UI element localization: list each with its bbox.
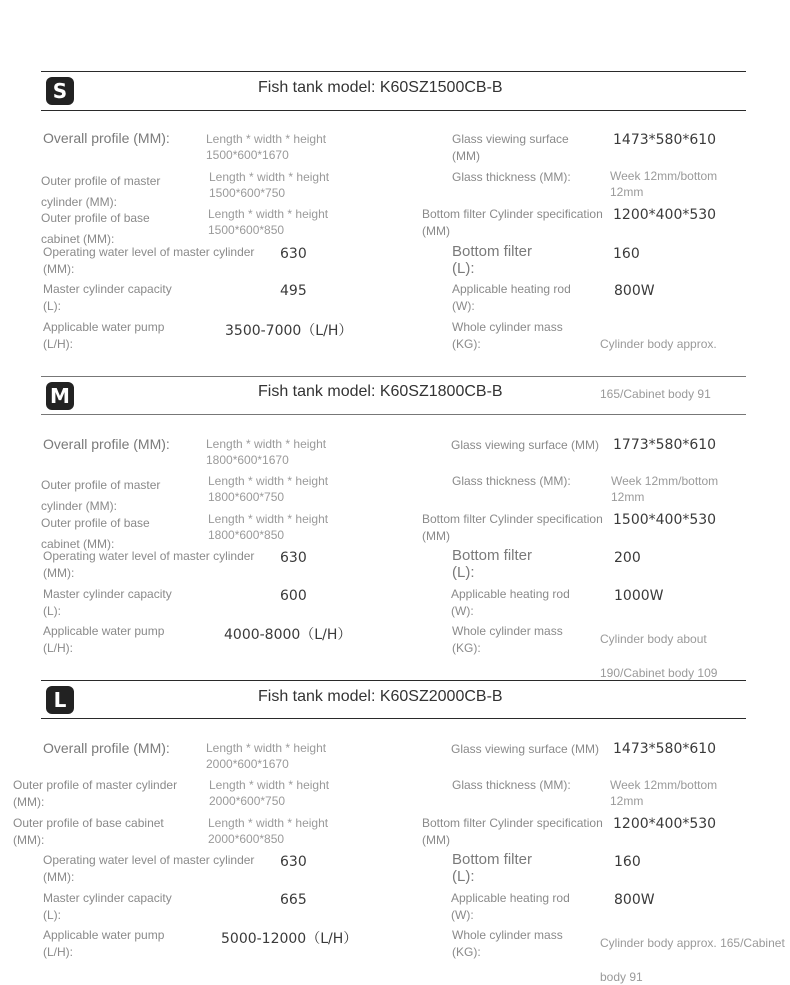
heating-rod-label: Applicable heating rod (W): (451, 891, 570, 922)
operating-water-level-label: Operating water level of master cylinder (MM): (43, 245, 255, 276)
water-pump-value: 5000-12000（L/H） (221, 931, 358, 947)
master-cylinder-capacity-label: Master cylinder capacity (L): (43, 282, 172, 313)
overall-profile-value: Length * width * height 1500*600*1670 (206, 132, 327, 162)
overall-profile-value: Length * width * height 1800*600*1670 (206, 437, 327, 467)
model-title: Fish tank model: K60SZ1500CB-B (258, 79, 503, 96)
glass-thickness-value: Week 12mm/bottom 12mm (610, 778, 718, 808)
divider-bottom (41, 718, 746, 719)
bottom-filter-value: 160 (614, 854, 641, 870)
whole-mass-value-line1: Cylinder body approx. 165/Cabinet (600, 936, 785, 950)
whole-mass-value-line2: 165/Cabinet body 91 (600, 387, 711, 401)
bottom-filter-spec-value: 1200*400*530 (613, 207, 717, 223)
master-cylinder-capacity-label: Master cylinder capacity (L): (43, 891, 172, 922)
glass-viewing-surface-label: Glass viewing surface (MM) (452, 132, 569, 163)
bottom-filter-value: 160 (613, 246, 640, 262)
divider-bottom (41, 110, 746, 111)
glass-viewing-surface-value: 1773*580*610 (613, 437, 717, 453)
whole-mass-value-line2: 190/Cabinet body 109 (600, 666, 718, 680)
glass-viewing-surface-value: 1473*580*610 (613, 132, 717, 148)
bottom-filter-spec-label: Bottom filter Cylinder specification (MM) (422, 207, 603, 238)
master-cylinder-capacity-value: 665 (280, 892, 307, 908)
bottom-filter-label: Bottom filter (L): (452, 243, 533, 277)
size-badge-l: L (46, 686, 74, 714)
bottom-filter-spec-value: 1200*400*530 (613, 816, 717, 832)
operating-water-level-label: Operating water level of master cylinder (MM): (43, 853, 255, 884)
divider-bottom (41, 414, 746, 415)
water-pump-label: Applicable water pump (L/H): (43, 928, 165, 959)
master-cylinder-profile-value: Length * width * height 2000*600*750 (209, 778, 330, 808)
glass-thickness-label: Glass thickness (MM): (452, 778, 571, 792)
master-cylinder-capacity-value: 495 (280, 283, 307, 299)
bottom-filter-value: 200 (614, 550, 641, 566)
master-cylinder-capacity-label: Master cylinder capacity (L): (43, 587, 172, 618)
bottom-filter-spec-label: Bottom filter Cylinder specification (MM) (422, 512, 603, 543)
divider-top (41, 376, 746, 377)
heating-rod-label: Applicable heating rod (W): (452, 282, 571, 313)
operating-water-level-value: 630 (280, 246, 307, 262)
operating-water-level-label: Operating water level of master cylinder (MM): (43, 549, 255, 580)
whole-mass-label: Whole cylinder mass (KG): (452, 320, 563, 351)
whole-mass-label: Whole cylinder mass (KG): (452, 928, 563, 959)
base-cabinet-profile-value: Length * width * height 1500*600*850 (208, 207, 329, 237)
whole-mass-value-line1: Cylinder body about (600, 632, 707, 646)
master-cylinder-profile-value: Length * width * height 1500*600*750 (209, 170, 330, 200)
master-cylinder-profile-value: Length * width * height 1800*600*750 (208, 474, 329, 504)
operating-water-level-value: 630 (280, 550, 307, 566)
glass-viewing-surface-label: Glass viewing surface (MM) (451, 742, 600, 756)
divider-top (41, 680, 746, 681)
overall-profile-value: Length * width * height 2000*600*1670 (206, 741, 327, 771)
operating-water-level-value: 630 (280, 854, 307, 870)
master-cylinder-profile-label: Outer profile of master cylinder (MM): (41, 478, 161, 513)
overall-profile-label: Overall profile (MM): (43, 130, 170, 146)
overall-profile-label: Overall profile (MM): (43, 436, 170, 452)
bottom-filter-spec-label: Bottom filter Cylinder specification (MM) (422, 816, 603, 847)
master-cylinder-profile-label: Outer profile of master cylinder (MM): (13, 778, 178, 809)
base-cabinet-profile-label: Outer profile of base cabinet (MM): (41, 211, 150, 246)
base-cabinet-profile-label: Outer profile of base cabinet (MM): (13, 816, 164, 847)
divider-top (41, 71, 746, 72)
heating-rod-value: 800W (614, 892, 655, 908)
whole-mass-value-line2: body 91 (600, 970, 643, 984)
water-pump-value: 4000-8000（L/H） (224, 627, 352, 643)
overall-profile-label: Overall profile (MM): (43, 740, 170, 756)
base-cabinet-profile-value: Length * width * height 1800*600*850 (208, 512, 329, 542)
glass-thickness-label: Glass thickness (MM): (452, 474, 571, 488)
water-pump-value: 3500-7000（L/H） (225, 323, 353, 339)
glass-viewing-surface-value: 1473*580*610 (613, 741, 717, 757)
base-cabinet-profile-label: Outer profile of base cabinet (MM): (41, 516, 150, 551)
glass-thickness-label: Glass thickness (MM): (452, 170, 571, 184)
glass-thickness-value: Week 12mm/bottom 12mm (610, 169, 718, 199)
water-pump-label: Applicable water pump (L/H): (43, 624, 165, 655)
glass-thickness-value: Week 12mm/bottom 12mm (611, 474, 719, 504)
water-pump-label: Applicable water pump (L/H): (43, 320, 165, 351)
bottom-filter-spec-value: 1500*400*530 (613, 512, 717, 528)
master-cylinder-capacity-value: 600 (280, 588, 307, 604)
heating-rod-value: 800W (614, 283, 655, 299)
whole-mass-label: Whole cylinder mass (KG): (452, 624, 563, 655)
size-badge-s: S (46, 77, 74, 105)
base-cabinet-profile-value: Length * width * height 2000*600*850 (208, 816, 329, 846)
bottom-filter-label: Bottom filter (L): (452, 547, 533, 581)
heating-rod-value: 1000W (614, 588, 664, 604)
glass-viewing-surface-label: Glass viewing surface (MM) (451, 438, 600, 452)
model-title: Fish tank model: K60SZ1800CB-B (258, 383, 503, 400)
heating-rod-label: Applicable heating rod (W): (451, 587, 570, 618)
whole-mass-value-line1: Cylinder body approx. (600, 337, 717, 351)
size-badge-m: M (46, 382, 74, 410)
model-title: Fish tank model: K60SZ2000CB-B (258, 688, 503, 705)
bottom-filter-label: Bottom filter (L): (452, 851, 533, 885)
master-cylinder-profile-label: Outer profile of master cylinder (MM): (41, 174, 161, 209)
